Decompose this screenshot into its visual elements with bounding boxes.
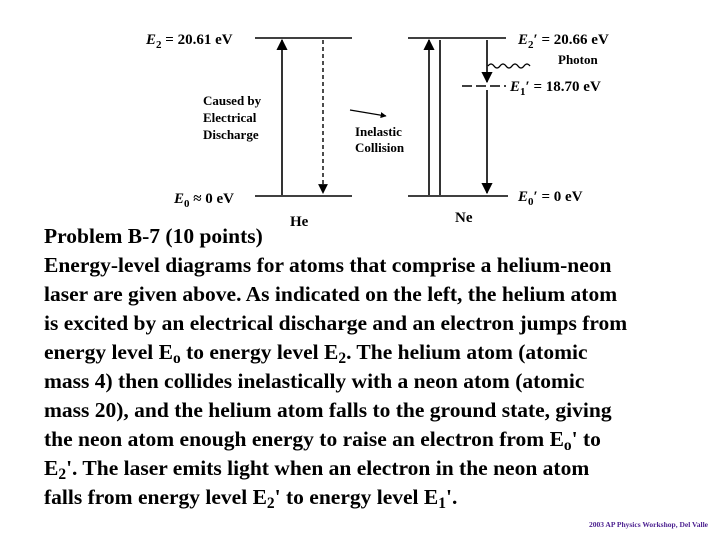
- he-cause-line-2: Electrical: [203, 110, 257, 125]
- collision-indicator: [350, 110, 405, 155]
- ne-e2-label: $E_2' = 20.66$ eV: [518, 32, 609, 51]
- he-cause-line-3: Discharge: [203, 127, 259, 142]
- he-atom-label: He: [290, 214, 309, 230]
- problem-line-5: mass 4) then collides inelastically with a neon atom (atomic: [44, 369, 585, 393]
- collision-line-2: Collision: [355, 140, 405, 155]
- he-e2-label: $E_2 = 20.61$ eV: [146, 32, 233, 51]
- problem-statement: [44, 222, 714, 512]
- ne-atom-label: Ne: [455, 210, 473, 226]
- problem-line-2: laser are given above. As indicated on the left, the helium atom: [44, 282, 618, 306]
- ne-diagram: [408, 32, 609, 226]
- energy-level-diagram: [0, 0, 720, 235]
- problem-line-9: falls from energy level $E_2'$ to energy level $E_1'$.: [44, 485, 458, 512]
- problem-line-3: is excited by an electrical discharge and an electron jumps from: [44, 311, 628, 335]
- problem-line-4: energy level $E_o$ to energy level $E_2$. The helium atom (atomic: [44, 340, 588, 367]
- problem-line-7: the neon atom enough energy to raise an electron from $E_o'$ to: [44, 427, 601, 454]
- ne-e1-label: $E_1' = 18.70$ eV: [510, 79, 601, 98]
- he-cause-line-1: Caused by: [203, 93, 262, 108]
- problem-line-6: mass 20), and the helium atom falls to the ground state, giving: [44, 398, 612, 422]
- photon-label: Photon: [558, 52, 598, 67]
- collision-arrow: [350, 110, 386, 116]
- ne-e0-label: $E_0' = 0$ eV: [518, 189, 583, 208]
- problem-line-8: $E_2'$. The laser emits light when an electron in the neon atom: [44, 456, 590, 483]
- problem-line-1: Energy-level diagrams for atoms that comprise a helium-neon: [44, 253, 612, 277]
- he-e0-label: $E_0 \approx 0$ eV: [174, 191, 234, 210]
- he-diagram: [145, 32, 352, 230]
- problem-heading: Problem B-7 (10 points): [44, 224, 263, 248]
- photon-wave-icon: [488, 64, 530, 68]
- footer-credit: 2003 AP Physics Workshop, Del Valle: [588, 520, 708, 529]
- collision-line-1: Inelastic: [355, 124, 402, 139]
